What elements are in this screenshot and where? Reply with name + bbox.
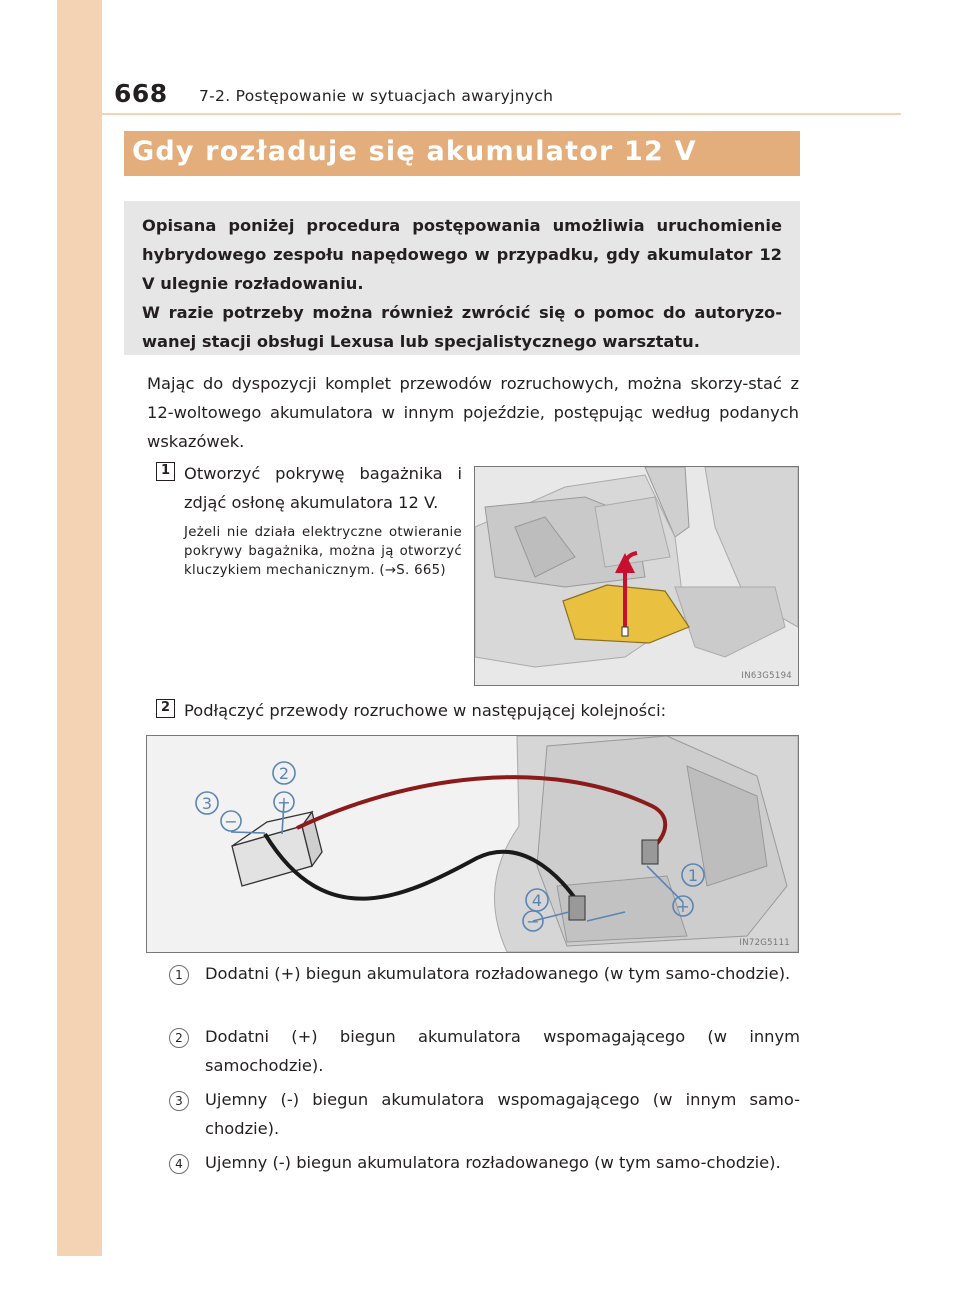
svg-text:−: −	[224, 812, 238, 831]
svg-text:1: 1	[687, 866, 699, 885]
item-number: 4	[169, 1154, 189, 1174]
step-number-2: 2	[156, 699, 175, 718]
svg-text:+: +	[277, 793, 291, 812]
figure-code-2: IN72G5111	[739, 938, 790, 948]
svg-text:2: 2	[278, 764, 290, 783]
trunk-illustration	[475, 467, 798, 685]
intro-text-2: W razie potrzeby można również zwrócić się o pomoc do autoryzo-wanej stacji obsługi Lexusa lub specjalistycznego warsztatu.	[142, 303, 782, 351]
svg-text:−: −	[526, 912, 540, 931]
figure-jumper-cables	[146, 735, 799, 953]
figure-trunk-battery-cover	[474, 466, 799, 686]
side-margin-band	[57, 0, 102, 1256]
lead-paragraph: Mając do dyspozycji komplet przewodów rozruchowych, można skorzy-stać z 12-woltowego akumulatora w innym pojeździe, postępując według podanych wskazówek.	[147, 374, 799, 451]
item-text: Ujemny (-) biegun akumulatora wspomagającego (w innym samo-chodzie).	[205, 1090, 800, 1138]
figure-code-1: IN63G5194	[741, 671, 792, 681]
intro-box	[124, 201, 800, 355]
item-number: 3	[169, 1091, 189, 1111]
jumper-cables-illustration	[147, 736, 798, 952]
svg-text:4: 4	[531, 891, 543, 910]
item-number: 2	[169, 1028, 189, 1048]
section-title: Gdy rozładuje się akumulator 12 V	[132, 136, 697, 167]
step-number-1: 1	[156, 462, 175, 481]
item-number: 1	[169, 965, 189, 985]
item-text: Ujemny (-) biegun akumulatora rozładowanego (w tym samo-chodzie).	[205, 1153, 781, 1172]
chapter-title: 7-2. Postępowanie w sytuacjach awaryjnych	[199, 87, 554, 105]
svg-text:+: +	[676, 897, 690, 916]
svg-text:3: 3	[201, 794, 213, 813]
step-2-text: Podłączyć przewody rozruchowe w następującej kolejności:	[184, 701, 667, 720]
item-text: Dodatni (+) biegun akumulatora wspomagającego (w innym samochodzie).	[205, 1027, 800, 1075]
section-title-bar	[124, 131, 800, 176]
intro-text-1: Opisana poniżej procedura postępowania umożliwia uruchomienie hybrydowego zespołu napędowego w przypadku, gdy akumulator 12 V ulegnie rozładowaniu.	[142, 216, 782, 293]
page-number: 668	[114, 79, 168, 108]
header-rule	[102, 113, 901, 115]
step-1-text: Otworzyć pokrywę bagażnika i zdjąć osłonę akumulatora 12 V.	[184, 464, 462, 512]
item-text: Dodatni (+) biegun akumulatora rozładowanego (w tym samo-chodzie).	[205, 964, 791, 983]
step-1-note: Jeżeli nie działa elektryczne otwieranie pokrywy bagażnika, można ją otworzyć kluczykiem mechanicznym. (→S. 665)	[184, 525, 462, 578]
